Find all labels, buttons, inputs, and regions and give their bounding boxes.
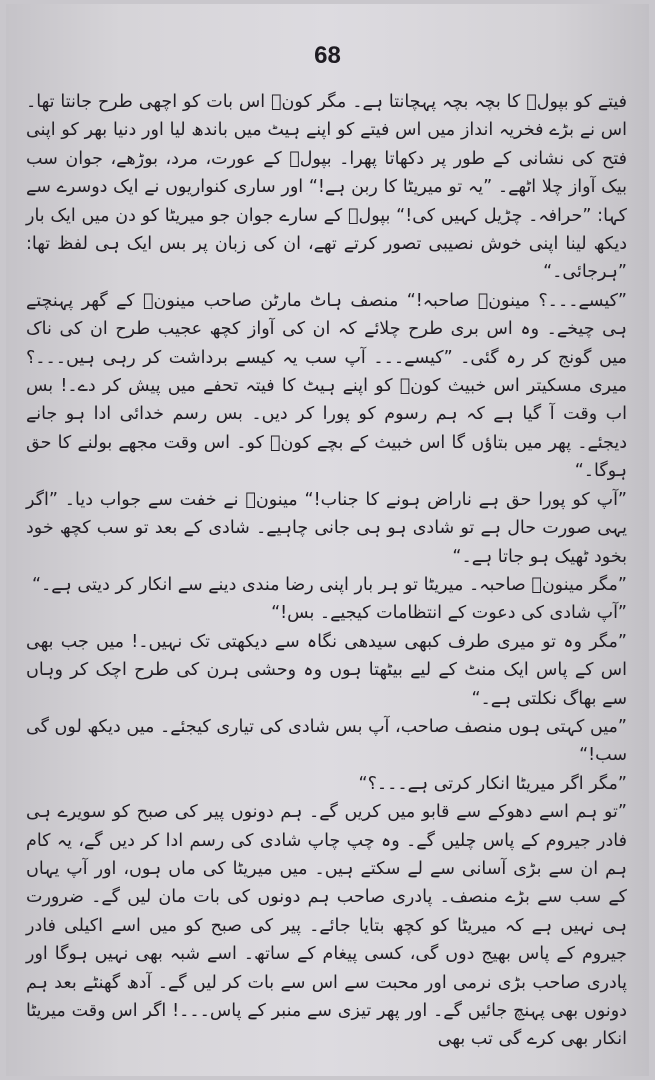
- paragraph: ”مگر مینونؔ صاحبہ۔ میریٹا تو ہر بار اپنی رضا مندی دینے سے انکار کر دیتی ہے۔“: [31, 574, 627, 595]
- page-number: 68: [314, 42, 341, 69]
- paragraph: فیتے کو بپولؔ کا بچہ بچہ پہچانتا ہے۔ مگر کونؔ اس بات کو اچھی طرح جانتا تھا۔ اس نے بڑے فخریہ انداز میں اس فیتے کو اپنے ہیٹ میں باندھ لیا اور دنیا بھر کو اپنی فتح کی نشانی کے طور پر دکھاتا پھرا۔ بپولؔ کے عورت، مرد، بوڑھے، جوان سب بیک آواز چلا اٹھے۔ ”یہ تو میریٹا کا ربن ہے!“ اور ساری کنواریوں نے ایک دوسرے سے کہا: ”حرافہ۔ چڑیل کہیں کی!“ بپولؔ کے سارے جوان جو میریٹا کو دن میں ایک بار دیکھ لینا اپنی خوش نصیبی تصور کرتے تھے، ان کی زبان پر بس ایک ہی لفظ تھا: ”ہرجائی۔“: [26, 92, 627, 283]
- book-page: [6, 4, 649, 1076]
- paragraph: ”میں کہتی ہوں منصف صاحب، آپ بس شادی کی تیاری کیجئے۔ میں دیکھ لوں گی سب!“: [26, 716, 627, 766]
- page-body-text: [26, 88, 627, 1054]
- paragraph: ”تو ہم اسے دھوکے سے قابو میں کریں گے۔ ہم دونوں پیر کی صبح کو سویرے ہی فادر جیروم کے پاس چلیں گے۔ وہ چپ چاپ شادی کی رسم ادا کر دیں گے، یہ کام ہم ان سے بڑی آسانی سے لے سکتے ہیں۔ میں میریٹا کی ماں ہوں، اور آپ یہاں کے سب سے بڑے منصف۔ پادری صاحب ہم دونوں کی بات مان لیں گے۔ ضرورت ہی نہیں ہے کہ میریٹا کو کچھ بتایا جائے۔ پیر کی صبح کو میں اسے اکیلی فادر جیروم کے پاس بھیج دوں گی، کسی پیغام کے ساتھ۔ اسے شبہ بھی نہیں ہوگا اور پادری صاحب بڑی نرمی اور محبت سے اس سے بات کر لیں گے۔ آدھ گھنٹے بعد ہم دونوں بھی پہنچ جائیں گے۔ اور پھر تیزی سے منبر کے پاس۔۔۔! اگر اس وقت میریٹا انکار بھی کرے گی تب بھی: [26, 802, 627, 1050]
- paragraph: ”آپ شادی کی دعوت کے انتظامات کیجیے۔ بس!“: [271, 603, 627, 624]
- paragraph: ”کیسے۔۔۔؟ مینونؔ صاحبہ!“ منصف ہاٹ مارٹن صاحب مینونؔ کے گھر پہنچتے ہی چیخے۔ وہ اس بری طرح چلائے کہ ان کی آواز کچھ عجیب طرح ان کی ناک میں گونج کر رہ گئی۔ ”کیسے۔۔۔ آپ سب یہ کیسے برداشت کر رہی ہیں۔۔۔؟ میری مسکیتر اس خبیث کونؔ کو اپنے ہیٹ کا فیتہ تحفے میں پیش کر دے۔! بس اب وقت آ گیا ہے کہ ہم رسوم کو پورا کر دیں۔ بس رسم خدائی ادا ہو جانے دیجئے۔ پھر میں بتاؤں گا اس خبیث کے بچے کونؔ کو۔ اس وقت مجھے بولنے کا حق ہوگا۔“: [26, 290, 627, 482]
- paragraph: ”آپ کو پورا حق ہے ناراض ہونے کا جناب!“ مینونؔ نے خفت سے جواب دیا۔ ”اگر یہی صورت حال ہے تو شادی ہو ہی جانی چاہیے۔ شادی کے بعد تو سب کچھ خود بخود ٹھیک ہو جاتا ہے۔“: [26, 489, 627, 567]
- paragraph: ”مگر وہ تو میری طرف کبھی سیدھی نگاہ سے دیکھتی تک نہیں۔! میں جب بھی اس کے پاس ایک منٹ کے لیے بیٹھتا ہوں وہ وحشی ہرن کی طرح اچک کر وہاں سے بھاگ نکلتی ہے۔“: [26, 631, 627, 709]
- paragraph: ”مگر اگر میریٹا انکار کرتی ہے۔۔۔؟“: [358, 773, 627, 794]
